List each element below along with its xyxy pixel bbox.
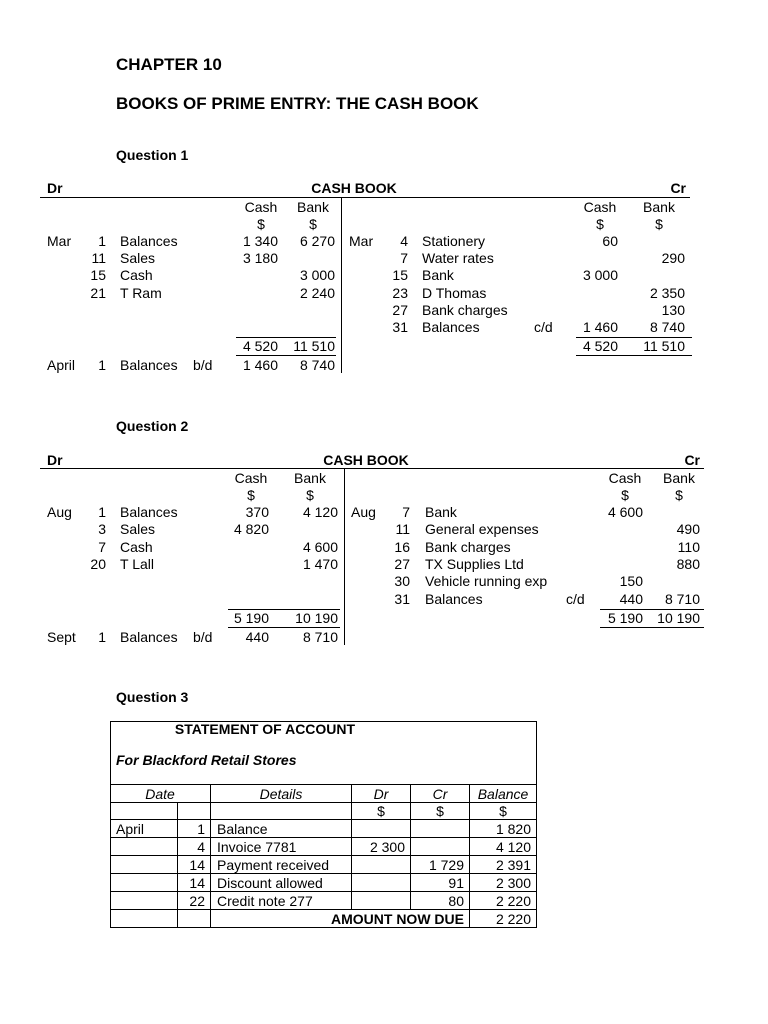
- cash-amount: 150: [619, 573, 643, 589]
- month: Mar: [349, 233, 374, 249]
- chapter-heading: CHAPTER 10: [116, 55, 222, 74]
- day: 7: [98, 539, 106, 555]
- description: Bank: [422, 267, 454, 283]
- bank-amount: 8 710: [302, 629, 338, 645]
- total-bank: 10 190: [295, 610, 338, 626]
- cash-amount: 60: [602, 233, 618, 249]
- bank-amount: 8 710: [664, 591, 700, 607]
- bank-amount: 2 240: [299, 285, 335, 301]
- description: T Lall: [120, 556, 154, 572]
- cash-amount: 1 460: [242, 357, 278, 373]
- balance: 2 300: [495, 875, 531, 891]
- bank-unit: $: [655, 216, 663, 232]
- total-bank: 11 510: [643, 338, 685, 354]
- bank-amount: 290: [661, 250, 685, 266]
- month: April: [116, 821, 145, 837]
- bank-col-header: Bank: [663, 470, 695, 486]
- total-cash: 5 190: [607, 610, 643, 626]
- cash-amount: 4 600: [607, 504, 643, 520]
- description: Balances: [120, 357, 178, 373]
- cr-amount: 1 729: [428, 857, 464, 873]
- bank-amount: 1 470: [302, 556, 338, 572]
- day: 1: [197, 821, 205, 837]
- bank-amount: 4 600: [302, 539, 338, 555]
- day: 11: [91, 250, 106, 266]
- cash-amount: 3 000: [582, 267, 618, 283]
- month: April: [47, 357, 76, 373]
- balance: 2 391: [495, 857, 531, 873]
- cr-amount: 80: [448, 893, 464, 909]
- cash-unit: $: [247, 487, 255, 503]
- bank-amount: 4 120: [302, 504, 338, 520]
- carried-down-tag: c/d: [534, 319, 553, 335]
- col-header-balance: Balance: [477, 786, 529, 802]
- cash-amount: 4 820: [233, 521, 269, 537]
- cash-amount: 370: [245, 504, 269, 520]
- day: 3: [98, 521, 106, 537]
- balance: 2 220: [495, 893, 531, 909]
- statement-title: STATEMENT OF ACCOUNT: [174, 721, 356, 737]
- col-header-details: Details: [259, 786, 303, 802]
- bank-amount: 3 000: [299, 267, 335, 283]
- details: Payment received: [217, 857, 330, 873]
- day: 30: [394, 573, 410, 589]
- cash-amount: 1 460: [582, 319, 618, 335]
- bank-unit: $: [675, 487, 683, 503]
- total-bank: 10 190: [657, 610, 700, 626]
- month: Sept: [47, 629, 76, 645]
- details: Invoice 7781: [217, 839, 297, 855]
- day: 7: [400, 250, 408, 266]
- cash-book-title: CASH BOOK: [311, 180, 397, 196]
- bank-col-header: Bank: [297, 199, 329, 215]
- day: 1: [98, 629, 106, 645]
- col-header-dr: Dr: [373, 786, 389, 802]
- dr-label: Dr: [47, 452, 63, 468]
- brought-down-tag: b/d: [193, 629, 213, 645]
- cash-col-header: Cash: [244, 199, 278, 215]
- description: Balances: [422, 319, 480, 335]
- balance: 4 120: [495, 839, 531, 855]
- amount-due-value: 2 220: [495, 911, 531, 927]
- month: Aug: [47, 504, 72, 520]
- bank-col-header: Bank: [643, 199, 675, 215]
- cr-unit: $: [436, 803, 444, 819]
- dr-unit: $: [377, 803, 385, 819]
- day: 31: [394, 591, 410, 607]
- bank-unit: $: [309, 216, 317, 232]
- description: Bank: [425, 504, 457, 520]
- cash-unit: $: [621, 487, 629, 503]
- amount-due-label: AMOUNT NOW DUE: [331, 911, 464, 927]
- balance-unit: $: [499, 803, 507, 819]
- question-heading: Question 2: [116, 418, 189, 434]
- total-bank: 11 510: [293, 338, 335, 354]
- cash-amount: 440: [245, 629, 269, 645]
- question-heading: Question 3: [116, 689, 189, 705]
- day: 1: [98, 504, 106, 520]
- description: Cash: [120, 267, 153, 283]
- details: Credit note 277: [217, 893, 313, 909]
- day: 7: [402, 504, 410, 520]
- day: 1: [98, 357, 106, 373]
- total-cash: 5 190: [233, 610, 269, 626]
- bank-amount: 2 350: [649, 285, 685, 301]
- question-heading: Question 1: [116, 147, 189, 163]
- description: Balances: [120, 233, 178, 249]
- details: Discount allowed: [217, 875, 323, 891]
- day: 4: [400, 233, 408, 249]
- day: 11: [395, 521, 410, 537]
- day: 14: [189, 857, 205, 873]
- description: Stationery: [422, 233, 486, 249]
- day: 31: [392, 319, 408, 335]
- page-title: BOOKS OF PRIME ENTRY: THE CASH BOOK: [116, 94, 479, 113]
- description: Sales: [120, 521, 156, 537]
- description: Bank charges: [422, 302, 508, 318]
- cash-unit: $: [596, 216, 604, 232]
- cash-amount: 3 180: [242, 250, 278, 266]
- day: 20: [90, 556, 106, 572]
- day: 15: [392, 267, 408, 283]
- month: Aug: [351, 504, 376, 520]
- bank-amount: 110: [677, 539, 700, 555]
- cr-label: Cr: [684, 452, 700, 468]
- cr-amount: 91: [448, 875, 464, 891]
- description: Sales: [120, 250, 156, 266]
- bank-amount: 880: [676, 556, 700, 572]
- cash-unit: $: [257, 216, 265, 232]
- brought-down-tag: b/d: [193, 357, 213, 373]
- cr-label: Cr: [670, 180, 686, 196]
- bank-amount: 490: [676, 521, 700, 537]
- bank-amount: 6 270: [299, 233, 335, 249]
- carried-down-tag: c/d: [566, 591, 585, 607]
- day: 27: [394, 556, 410, 572]
- description: Balances: [120, 504, 178, 520]
- day: 16: [394, 539, 410, 555]
- bank-amount: 130: [661, 302, 685, 318]
- bank-col-header: Bank: [294, 470, 326, 486]
- bank-unit: $: [306, 487, 314, 503]
- description: General expenses: [425, 521, 539, 537]
- cash-col-header: Cash: [608, 470, 642, 486]
- day: 27: [392, 302, 408, 318]
- description: T Ram: [120, 285, 162, 301]
- description: Cash: [120, 539, 153, 555]
- description: Vehicle running exp: [425, 573, 548, 589]
- description: Balances: [425, 591, 483, 607]
- day: 22: [189, 893, 205, 909]
- details: Balance: [217, 821, 268, 837]
- total-cash: 4 520: [582, 338, 618, 354]
- dr-amount: 2 300: [369, 839, 405, 855]
- bank-amount: 8 740: [649, 319, 685, 335]
- description: Water rates: [422, 250, 494, 266]
- cash-amount: 1 340: [242, 233, 278, 249]
- col-header-date: Date: [145, 786, 175, 802]
- month: Mar: [47, 233, 72, 249]
- dr-label: Dr: [47, 180, 63, 196]
- day: 1: [98, 233, 106, 249]
- balance: 1 820: [495, 821, 531, 837]
- description: D Thomas: [422, 285, 487, 301]
- cash-col-header: Cash: [583, 199, 617, 215]
- statement-subtitle: For Blackford Retail Stores: [116, 752, 297, 768]
- day: 4: [197, 839, 205, 855]
- day: 15: [90, 267, 106, 283]
- total-cash: 4 520: [242, 338, 278, 354]
- day: 21: [90, 285, 106, 301]
- cash-book-title: CASH BOOK: [323, 452, 409, 468]
- day: 14: [189, 875, 205, 891]
- day: 23: [392, 285, 408, 301]
- description: Balances: [120, 629, 178, 645]
- cash-col-header: Cash: [234, 470, 268, 486]
- description: TX Supplies Ltd: [425, 556, 524, 572]
- col-header-cr: Cr: [432, 786, 448, 802]
- cash-amount: 440: [619, 591, 643, 607]
- bank-amount: 8 740: [299, 357, 335, 373]
- description: Bank charges: [425, 539, 511, 555]
